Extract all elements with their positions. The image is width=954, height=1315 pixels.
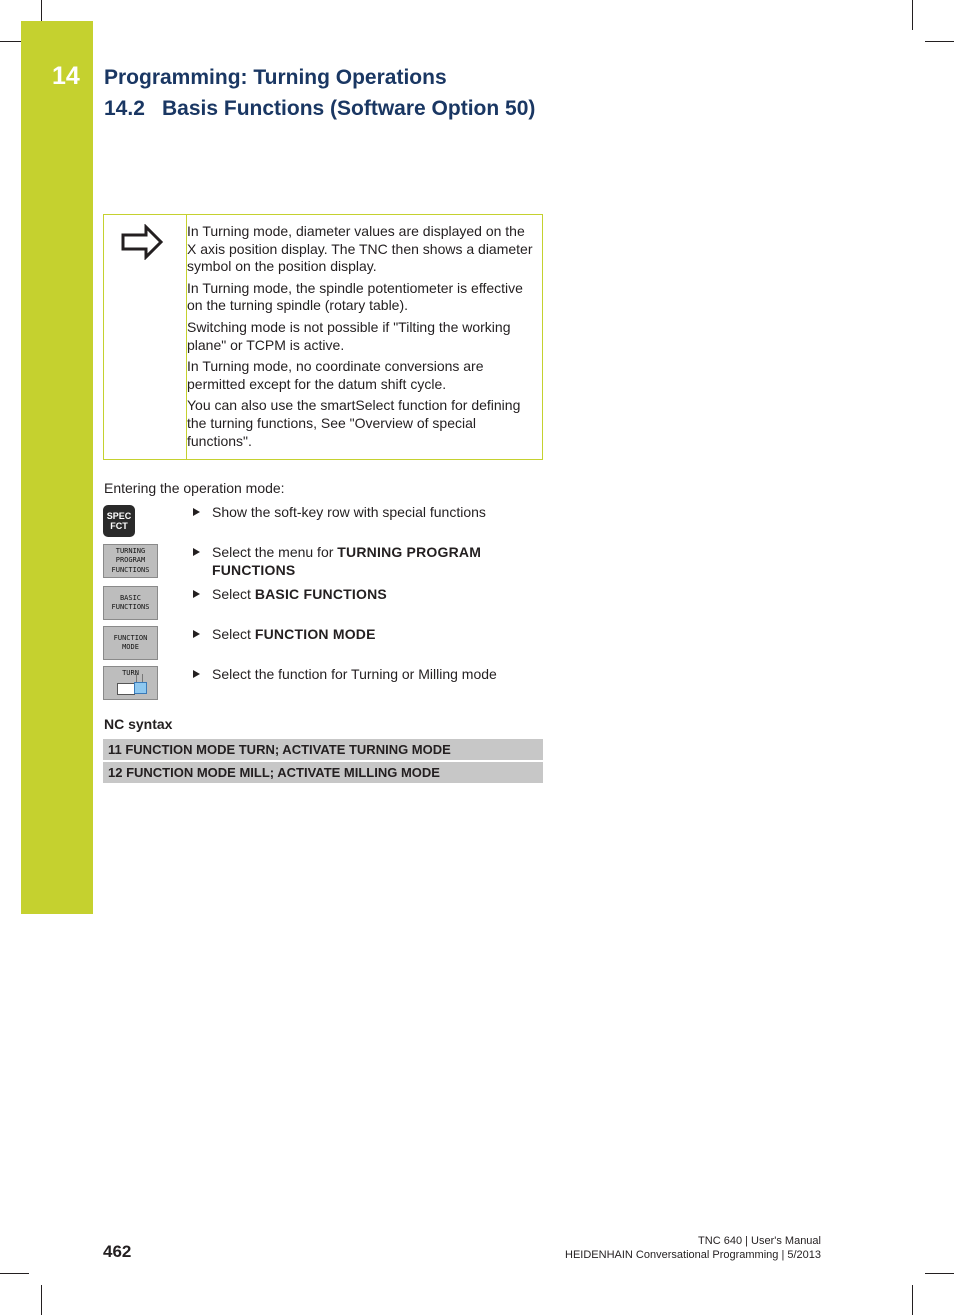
step-label: Show the soft-key row with special functions bbox=[212, 504, 486, 520]
step-text bbox=[212, 665, 542, 683]
mill-mode-icon bbox=[117, 683, 135, 695]
key-label: SPEC bbox=[106, 511, 132, 521]
chapter-number: 14 bbox=[52, 62, 80, 90]
step-text bbox=[212, 543, 542, 579]
step-label: Select the function for Turning or Milling mode bbox=[212, 666, 497, 682]
crop-mark bbox=[41, 0, 42, 21]
step-keyword: BASIC FUNCTIONS bbox=[254, 586, 387, 602]
step-label: Select bbox=[212, 626, 255, 642]
bullet-arrow-icon bbox=[193, 548, 200, 556]
page-number: 462 bbox=[103, 1242, 132, 1261]
step-text bbox=[212, 503, 542, 521]
step-keyword: FUNCTION MODE bbox=[254, 626, 376, 642]
turn-softkey[interactable] bbox=[103, 666, 158, 700]
key-label: PROGRAM bbox=[115, 556, 146, 565]
key-label: BASIC bbox=[119, 593, 142, 602]
section-title bbox=[104, 97, 535, 121]
step-text bbox=[212, 585, 542, 603]
nc-syntax-heading: NC syntax bbox=[104, 716, 173, 732]
intro-text: Entering the operation mode: bbox=[104, 480, 285, 496]
key-label: TURNING bbox=[115, 546, 146, 555]
step-text bbox=[212, 625, 542, 643]
nc-code-line: 12 FUNCTION MODE MILL; ACTIVATE MILLING MODE bbox=[103, 762, 543, 783]
turning-program-functions-softkey[interactable] bbox=[103, 544, 158, 578]
function-mode-softkey[interactable] bbox=[103, 626, 158, 660]
crop-mark bbox=[925, 41, 954, 42]
note-paragraph: In Turning mode, diameter values are displayed on the X axis position display. The TNC then shows a diameter symbol on the position display. bbox=[187, 223, 533, 275]
note-paragraph: Switching mode is not possible if "Tilting the working plane" or TCPM is active. bbox=[187, 318, 511, 353]
step-label: Select bbox=[212, 586, 255, 602]
bullet-arrow-icon bbox=[193, 508, 200, 516]
chapter-title: Programming: Turning Operations bbox=[104, 66, 447, 89]
scale-icon bbox=[136, 674, 143, 682]
note-box bbox=[103, 214, 543, 460]
bullet-arrow-icon bbox=[193, 630, 200, 638]
key-label: FUNCTIONS bbox=[111, 603, 150, 611]
crop-mark bbox=[912, 1285, 913, 1315]
crop-mark bbox=[0, 41, 21, 42]
note-content bbox=[187, 223, 537, 454]
bullet-arrow-icon bbox=[193, 670, 200, 678]
footer-manual-title: TNC 640 | User's Manual bbox=[698, 1235, 821, 1247]
key-label: MODE bbox=[122, 643, 139, 651]
key-label: TURN bbox=[122, 669, 139, 677]
crop-mark bbox=[925, 1273, 954, 1274]
nc-code-line: 11 FUNCTION MODE TURN; ACTIVATE TURNING MODE bbox=[103, 739, 543, 760]
bullet-arrow-icon bbox=[193, 590, 200, 598]
key-label: FUNCTION bbox=[113, 633, 148, 642]
footer-subtitle: HEIDENHAIN Conversational Programming | 5/2013 bbox=[565, 1249, 821, 1261]
chapter-sidebar bbox=[21, 21, 93, 914]
crop-mark bbox=[41, 1285, 42, 1315]
basic-functions-softkey[interactable] bbox=[103, 586, 158, 620]
hint-arrow-icon bbox=[120, 224, 164, 260]
step-label: Select the menu for bbox=[212, 544, 338, 560]
note-paragraph: In Turning mode, no coordinate conversions are permitted except for the datum shift cycle. bbox=[187, 358, 484, 392]
section-title-text: Basis Functions (Software Option 50) bbox=[162, 97, 536, 120]
key-label: FCT bbox=[110, 521, 128, 531]
section-number: 14.2 bbox=[104, 97, 145, 120]
key-label: FUNCTIONS bbox=[111, 565, 150, 574]
crop-mark bbox=[912, 0, 913, 30]
note-paragraph: In Turning mode, the spindle potentiometer is effective on the turning spindle (rotary table). bbox=[187, 279, 523, 314]
turn-mode-icon bbox=[134, 682, 147, 694]
step-keyword: TURNING PROGRAM FUNCTIONS bbox=[212, 544, 482, 578]
crop-mark bbox=[0, 1273, 29, 1274]
note-paragraph: You can also use the smartSelect function for defining the turning functions, See "Overview of special functions". bbox=[187, 397, 521, 449]
spec-fct-key[interactable] bbox=[103, 505, 135, 537]
